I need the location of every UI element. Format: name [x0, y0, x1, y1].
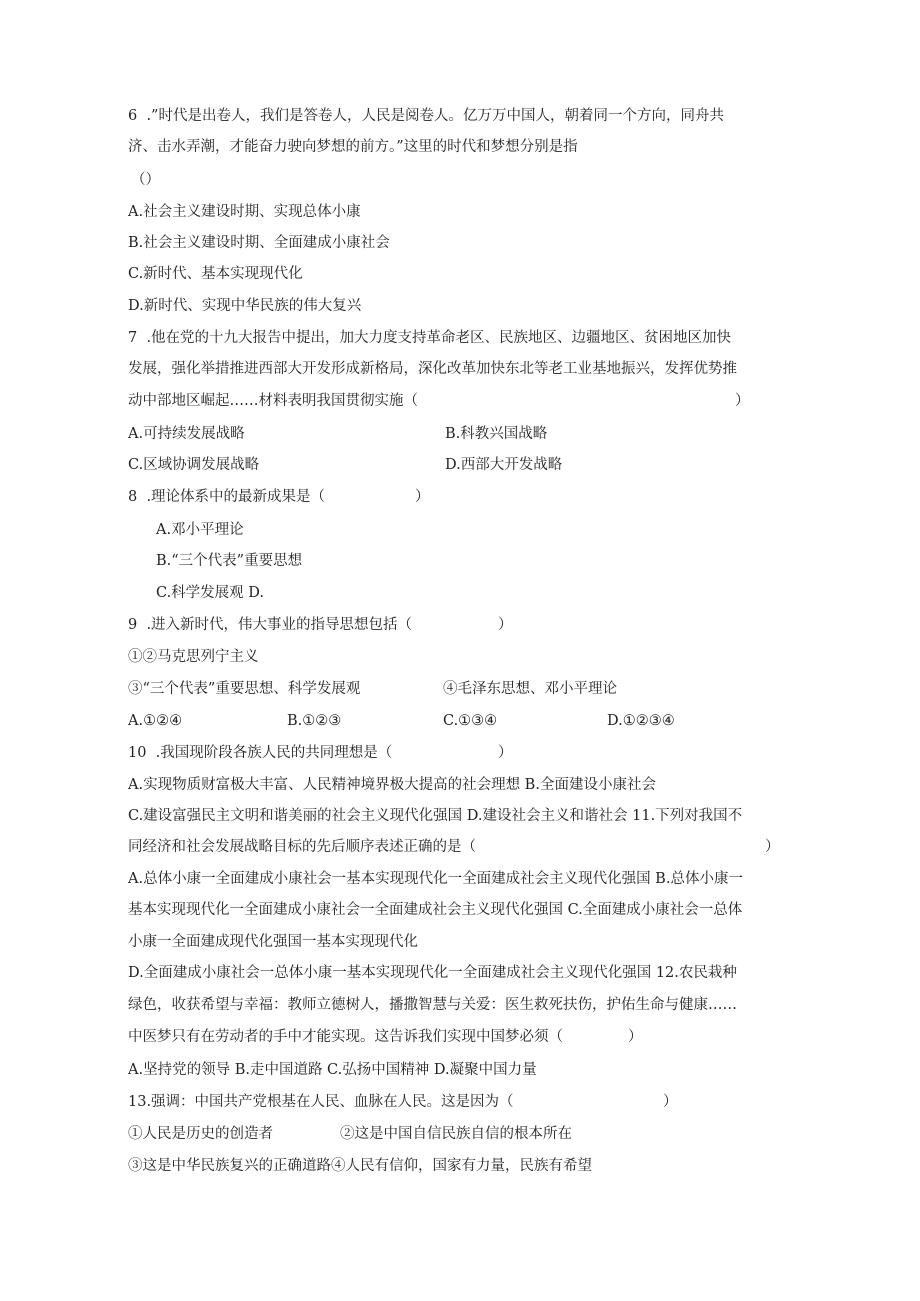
- q8-answer-paren: ）: [415, 489, 430, 505]
- q7-stem-line2: 发展，强化举措推进西部大开发形成新格局，深化改革加快东北等老工业基地振兴，发挥优势推: [128, 361, 737, 377]
- q9-option-b: B.①②③: [287, 713, 342, 729]
- q11-answer-paren: ）: [765, 839, 780, 855]
- q11-stem: 同经济和社会发展战略目标的先后顺序表述正确的是（: [128, 839, 476, 855]
- q6-stem-line2: 济、击水弄潮，才能奋力驶向梦想的前方。”这里的时代和梦想分别是指: [128, 139, 578, 155]
- q13-items-34: ③这是中华民族复兴的正确道路④人民有信仰，国家有力量，民族有希望: [128, 1158, 592, 1174]
- q12-stem-line2: 中医梦只有在劳动者的手中才能实现。这告诉我们实现中国梦必须（: [128, 1029, 563, 1045]
- q13-item-2: ②这是中国自信民族自信的根本所在: [340, 1126, 572, 1142]
- q13-answer-paren: ）: [663, 1094, 678, 1110]
- q10-stem: 10 .我国现阶段各族人民的共同理想是（: [128, 745, 393, 761]
- q8-option-b: B.“三个代表”重要思想: [156, 553, 303, 569]
- q6-stem-line1: 6 .”时代是出卷人，我们是答卷人，人民是阅卷人。亿万万中国人，朝着同一个方向，同舟共: [128, 108, 724, 124]
- q11-options-line3: 小康一全面建成现代化强国一基本实现现代化: [128, 934, 418, 950]
- q6-option-d: D.新时代、实现中华民族的伟大复兴: [128, 298, 362, 314]
- q12-answer-paren: ）: [628, 1029, 643, 1045]
- q7-stem-line3: 动中部地区崛起……材料表明我国贯彻实施（: [128, 393, 418, 409]
- q6-option-c: C.新时代、基本实现现代化: [128, 266, 303, 282]
- q7-option-d: D.西部大开发战略: [445, 457, 563, 473]
- q7-option-c: C.区域协调发展战略: [128, 457, 260, 473]
- q7-stem-line1: 7 .他在党的十九大报告中提出，加大力度支持革命老区、民族地区、边疆地区、贫困地区加快: [128, 330, 732, 346]
- q11-options-line4: D.全面建成小康社会一总体小康一基本实现现代化一全面建成社会主义现代化强国 12.农民栽种: [128, 965, 737, 981]
- q9-item-4: ④毛泽东思想、邓小平理论: [443, 681, 617, 697]
- q6-option-b: B.社会主义建设时期、全面建成小康社会: [128, 235, 390, 251]
- q11-options-line1: A.总体小康一全面建成小康社会一基本实现现代化一全面建成社会主义现代化强国 B.总体小康一: [128, 871, 743, 887]
- q9-option-c: C.①③④: [443, 713, 498, 729]
- q7-option-b: B.科教兴国战略: [445, 426, 548, 442]
- q9-option-a: A.①②④: [128, 713, 183, 729]
- q7-option-a: A.可持续发展战略: [128, 426, 245, 442]
- q12-options: A.坚持党的领导 B.走中国道路 C.弘扬中国精神 D.凝聚中国力量: [128, 1062, 537, 1078]
- q9-item-12: ①②马克思列宁主义: [128, 649, 259, 665]
- q10-options-cd-q11-start: C.建设富强民主文明和谐美丽的社会主义现代化强国 D.建设社会主义和谐社会 11.下列对我国不: [128, 808, 743, 824]
- q10-options-ab: A.实现物质财富极大丰富、人民精神境界极大提高的社会理想 B.全面建设小康社会: [128, 777, 656, 793]
- q6-option-a: A.社会主义建设时期、实现总体小康: [128, 204, 361, 220]
- q13-item-1: ①人民是历史的创造者: [128, 1126, 273, 1142]
- q7-answer-paren: ）: [735, 393, 750, 409]
- q9-item-3: ③“三个代表”重要思想、科学发展观: [128, 681, 361, 697]
- q9-option-d: D.①②③④: [607, 713, 675, 729]
- q10-answer-paren: ）: [498, 745, 513, 761]
- q12-stem-line1: 绿色，收获希望与幸福：教师立德树人，播撒智慧与关爱：医生救死扶伤，护佑生命与健康……: [128, 997, 737, 1013]
- q8-stem: 8 .理论体系中的最新成果是（: [128, 489, 326, 505]
- q8-option-a: A.邓小平理论: [156, 522, 244, 538]
- q8-option-c: C.科学发展观 D.: [156, 585, 265, 601]
- q9-answer-paren: ）: [498, 617, 513, 633]
- q11-options-line2: 基本实现现代化一全面建成小康社会一全面建成社会主义现代化强国 C.全面建成小康社会一总体: [128, 902, 743, 918]
- q6-answer-paren: （）: [131, 172, 160, 188]
- q9-stem: 9 .进入新时代，伟大事业的指导思想包括（: [128, 617, 413, 633]
- q13-stem: 13.强调：中国共产党根基在人民、血脉在人民。这是因为（: [128, 1094, 514, 1110]
